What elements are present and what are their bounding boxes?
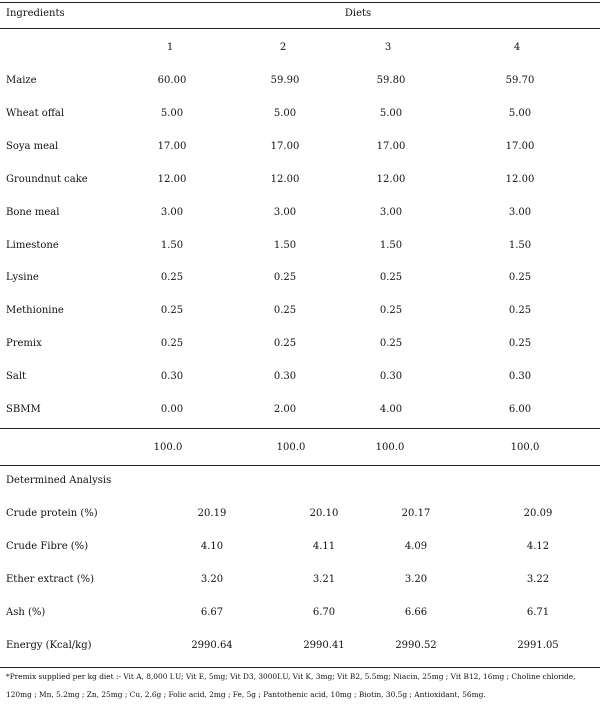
ingredient-value: 0.25 bbox=[379, 305, 403, 316]
ingredient-value: 4.00 bbox=[379, 404, 403, 415]
ingredient-name: Premix bbox=[6, 338, 42, 349]
ingredient-name: Groundnut cake bbox=[6, 174, 88, 185]
analysis-value: 4.09 bbox=[404, 541, 428, 552]
ingredient-value: 0.30 bbox=[273, 371, 297, 382]
analysis-name: Ash (%) bbox=[6, 607, 46, 618]
analysis-name: Energy (Kcal/kg) bbox=[6, 640, 92, 651]
ingredient-value: 1.50 bbox=[508, 240, 532, 251]
analysis-name: Crude protein (%) bbox=[6, 508, 98, 519]
ingredient-value: 0.30 bbox=[379, 371, 403, 382]
ingredient-value: 5.00 bbox=[379, 108, 403, 119]
ingredient-value: 0.30 bbox=[508, 371, 532, 382]
ingredient-name: Bone meal bbox=[6, 207, 60, 218]
ingredient-value: 3.00 bbox=[508, 207, 532, 218]
ingredient-value: 3.00 bbox=[379, 207, 403, 218]
totals-rule bbox=[0, 465, 600, 466]
ingredients-rule bbox=[0, 428, 600, 429]
diet-number: 4 bbox=[513, 42, 521, 53]
analysis-heading: Determined Analysis bbox=[6, 475, 112, 486]
ingredient-value: 0.25 bbox=[508, 338, 532, 349]
ingredient-value: 12.00 bbox=[157, 174, 187, 185]
ingredient-value: 0.25 bbox=[160, 338, 184, 349]
total-value: 100.0 bbox=[153, 442, 183, 453]
analysis-value: 3.22 bbox=[526, 574, 550, 585]
ingredient-value: 17.00 bbox=[270, 141, 300, 152]
ingredient-name: Limestone bbox=[6, 240, 59, 251]
analysis-value: 2990.41 bbox=[303, 640, 345, 651]
analysis-value: 3.20 bbox=[404, 574, 428, 585]
ingredient-value: 0.25 bbox=[273, 305, 297, 316]
ingredient-value: 0.25 bbox=[273, 272, 297, 283]
analysis-name: Crude Fibre (%) bbox=[6, 541, 89, 552]
ingredient-value: 17.00 bbox=[157, 141, 187, 152]
ingredient-value: 1.50 bbox=[160, 240, 184, 251]
analysis-value: 3.20 bbox=[200, 574, 224, 585]
ingredient-value: 6.00 bbox=[508, 404, 532, 415]
analysis-value: 6.70 bbox=[312, 607, 336, 618]
ingredient-name: Methionine bbox=[6, 305, 64, 316]
total-value: 100.0 bbox=[276, 442, 306, 453]
ingredient-name: Wheat offal bbox=[6, 108, 65, 119]
ingredient-value: 5.00 bbox=[273, 108, 297, 119]
ingredient-value: 0.25 bbox=[273, 338, 297, 349]
header-diets: Diets bbox=[344, 8, 372, 19]
diet-number: 2 bbox=[279, 42, 287, 53]
analysis-value: 4.10 bbox=[200, 541, 224, 552]
ingredient-value: 5.00 bbox=[508, 108, 532, 119]
analysis-value: 4.12 bbox=[526, 541, 550, 552]
analysis-value: 2990.52 bbox=[395, 640, 437, 651]
analysis-value: 20.10 bbox=[309, 508, 339, 519]
ingredient-name: Maize bbox=[6, 75, 37, 86]
analysis-value: 2990.64 bbox=[191, 640, 233, 651]
ingredient-value: 1.50 bbox=[379, 240, 403, 251]
ingredient-value: 0.25 bbox=[508, 272, 532, 283]
ingredient-value: 12.00 bbox=[505, 174, 535, 185]
header-ingredients: Ingredients bbox=[6, 8, 65, 19]
ingredient-value: 1.50 bbox=[273, 240, 297, 251]
ingredient-value: 0.25 bbox=[160, 305, 184, 316]
ingredient-value: 12.00 bbox=[270, 174, 300, 185]
analysis-value: 20.17 bbox=[401, 508, 431, 519]
diet-number: 1 bbox=[166, 42, 174, 53]
ingredient-value: 0.30 bbox=[160, 371, 184, 382]
ingredient-value: 59.80 bbox=[376, 75, 406, 86]
ingredient-name: SBMM bbox=[6, 404, 41, 415]
analysis-value: 6.71 bbox=[526, 607, 550, 618]
analysis-value: 3.21 bbox=[312, 574, 336, 585]
ingredient-value: 0.25 bbox=[379, 272, 403, 283]
ingredient-value: 3.00 bbox=[273, 207, 297, 218]
ingredient-value: 60.00 bbox=[157, 75, 187, 86]
analysis-value: 2991.05 bbox=[517, 640, 559, 651]
ingredient-name: Lysine bbox=[6, 272, 39, 283]
analysis-name: Ether extract (%) bbox=[6, 574, 95, 585]
ingredient-value: 59.90 bbox=[270, 75, 300, 86]
ingredient-value: 12.00 bbox=[376, 174, 406, 185]
diet-number: 3 bbox=[384, 42, 392, 53]
ingredient-value: 2.00 bbox=[273, 404, 297, 415]
ingredient-value: 0.00 bbox=[160, 404, 184, 415]
top-rule bbox=[0, 2, 600, 3]
premix-footnote bbox=[6, 668, 594, 704]
analysis-value: 4.11 bbox=[312, 541, 336, 552]
analysis-value: 20.19 bbox=[197, 508, 227, 519]
ingredient-value: 5.00 bbox=[160, 108, 184, 119]
ingredient-value: 17.00 bbox=[505, 141, 535, 152]
ingredient-value: 0.25 bbox=[160, 272, 184, 283]
header-rule bbox=[0, 28, 600, 29]
total-value: 100.0 bbox=[375, 442, 405, 453]
analysis-value: 6.67 bbox=[200, 607, 224, 618]
total-value: 100.0 bbox=[510, 442, 540, 453]
ingredient-name: Salt bbox=[6, 371, 27, 382]
ingredient-value: 3.00 bbox=[160, 207, 184, 218]
analysis-value: 6.66 bbox=[404, 607, 428, 618]
ingredient-name: Soya meal bbox=[6, 141, 59, 152]
ingredient-value: 0.25 bbox=[508, 305, 532, 316]
ingredient-value: 17.00 bbox=[376, 141, 406, 152]
ingredient-value: 59.70 bbox=[505, 75, 535, 86]
ingredient-value: 0.25 bbox=[379, 338, 403, 349]
footnote-text: *Premix supplied per kg diet :- Vit A, 8,000 I.U; Vit E, 5mg; Vit D3, 3000I.U, Vit K, 3mg; Vit B2, 5.5mg; Niacin, 25mg ; Vit B12, 16mg ; Choline chloride, 120mg ; Mn, 5.2mg ; Zn, 25mg ; Cu, 2.6g ; Folic acid, 2mg ; Fe, 5g ; Pantothenic acid, 10mg ; Biotin, 30.5g ; Antioxidant, 56mg. bbox=[6, 672, 576, 699]
analysis-value: 20.09 bbox=[523, 508, 553, 519]
